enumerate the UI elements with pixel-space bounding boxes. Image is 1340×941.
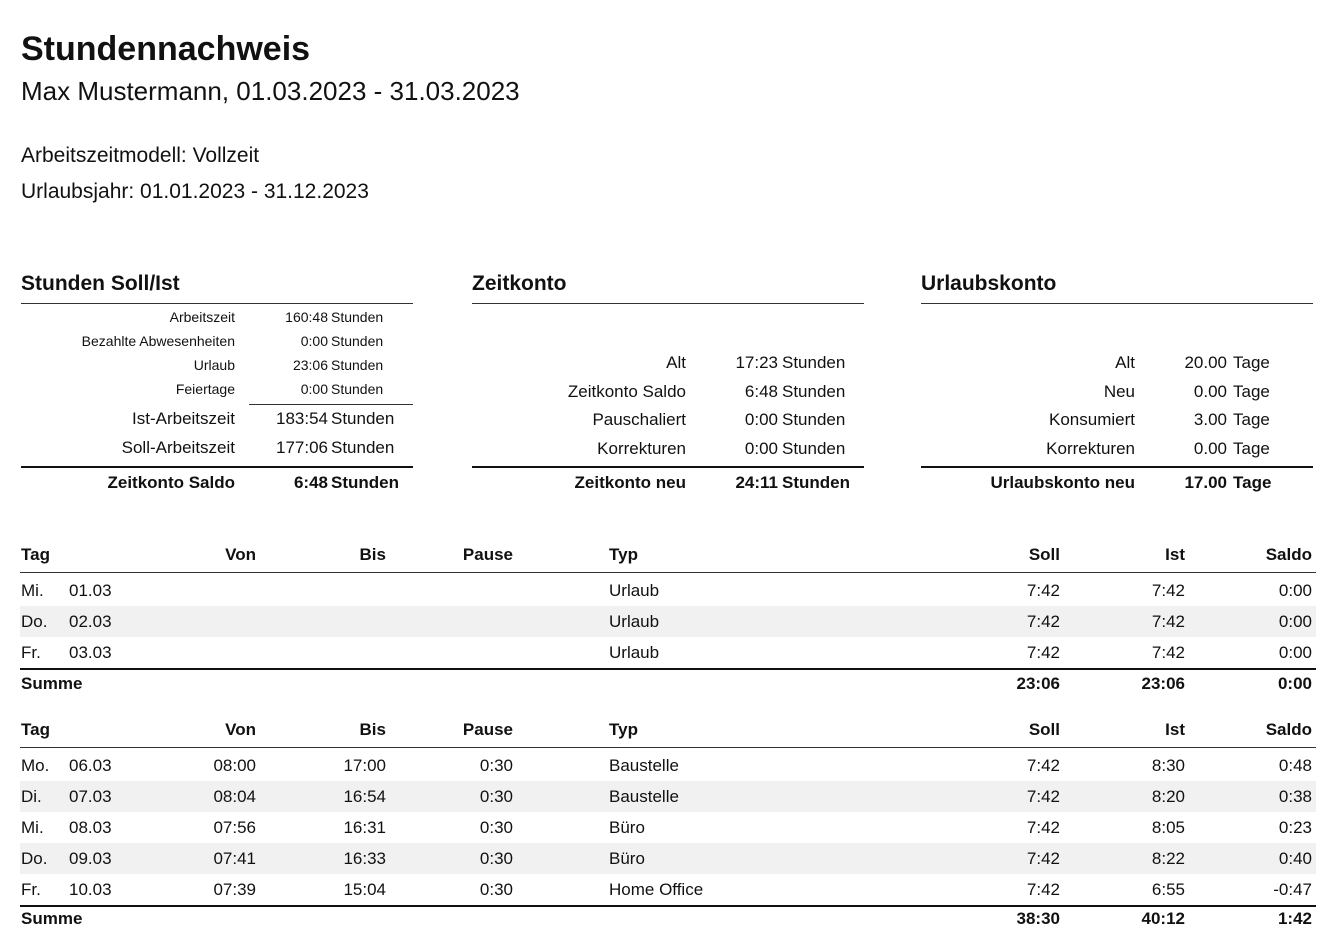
- detail-value: 0:00: [300, 333, 328, 349]
- col-typ: Typ: [609, 545, 638, 564]
- row-day: Fr.: [21, 642, 41, 662]
- urlaubskonto-value: 0.00: [1193, 439, 1227, 458]
- row-bis: 16:31: [343, 817, 386, 837]
- row-saldo: 0:00: [1278, 611, 1312, 631]
- zeitkonto-value: 0:00: [744, 410, 778, 429]
- table-row: [20, 874, 1316, 905]
- row-saldo: 0:40: [1278, 848, 1312, 868]
- row-typ: Büro: [609, 848, 645, 868]
- zeitkonto-label: Alt: [666, 353, 686, 372]
- zeitkonto-unit: Stunden: [782, 382, 846, 401]
- row-day: Do.: [21, 848, 48, 868]
- week-table-1: [20, 538, 1316, 697]
- zeitkonto-neu-label: Zeitkonto neu: [574, 473, 686, 492]
- row-bis: 15:04: [343, 879, 386, 899]
- row-date: 03.03: [69, 642, 112, 662]
- soll-unit: Stunden: [331, 438, 395, 457]
- row-pause: 0:30: [479, 817, 513, 837]
- row-typ: Home Office: [609, 879, 704, 899]
- row-day: Di.: [21, 786, 42, 806]
- week-table-2: [20, 713, 1316, 931]
- sum-saldo: 1:42: [1277, 909, 1312, 928]
- urlaubskonto-value: 20.00: [1184, 353, 1227, 372]
- table-row: [20, 781, 1316, 812]
- sum-row: [20, 670, 1316, 697]
- row-day: Mo.: [21, 755, 50, 775]
- urlaubskonto-unit: Tage: [1233, 439, 1270, 458]
- ist-label: Ist-Arbeitszeit: [132, 409, 235, 428]
- zeitkonto-label: Pauschaliert: [592, 410, 686, 429]
- detail-value: 0:00: [300, 381, 328, 397]
- urlaubskonto-label: Neu: [1103, 382, 1135, 401]
- zeitkonto-unit: Stunden: [782, 353, 846, 372]
- urlaubskonto-title: Urlaubskonto: [921, 272, 1057, 295]
- ist-unit: Stunden: [331, 409, 395, 428]
- row-typ: Urlaub: [609, 580, 660, 600]
- col-von: Von: [225, 545, 256, 564]
- row-saldo: 0:23: [1278, 817, 1312, 837]
- vacation-year: Urlaubsjahr: 01.01.2023 - 31.12.2023: [21, 180, 369, 203]
- row-ist: 6:55: [1151, 879, 1185, 899]
- subtotal-divider: [249, 404, 413, 405]
- table-row: [20, 812, 1316, 843]
- row-pause: 0:30: [479, 786, 513, 806]
- row-pause: 0:30: [479, 755, 513, 775]
- urlaubskonto-unit: Tage: [1233, 410, 1270, 429]
- row-saldo: 0:48: [1278, 755, 1312, 775]
- soll-ist-divider: [21, 303, 413, 304]
- sum-label: Summe: [21, 909, 83, 928]
- zeitkonto-divider: [472, 303, 864, 304]
- soll-ist-title: Stunden Soll/Ist: [21, 272, 180, 295]
- work-time-model: Arbeitszeitmodell: Vollzeit: [21, 144, 260, 167]
- row-von: 07:41: [213, 848, 256, 868]
- row-typ: Urlaub: [609, 611, 660, 631]
- row-saldo: 0:00: [1278, 580, 1312, 600]
- row-typ: Büro: [609, 817, 645, 837]
- zeitkonto-neu-value: 24:11: [735, 473, 778, 492]
- sum-label: Summe: [21, 673, 83, 693]
- row-date: 07.03: [69, 786, 112, 806]
- zeitkonto-value: 6:48: [744, 382, 778, 401]
- row-date: 10.03: [69, 879, 112, 899]
- row-saldo: 0:38: [1278, 786, 1312, 806]
- col-soll: Soll: [1028, 545, 1060, 564]
- detail-label: Feiertage: [175, 381, 235, 397]
- row-ist: 8:20: [1151, 786, 1185, 806]
- urlaubskonto-label: Alt: [1115, 353, 1135, 372]
- urlaubskonto-neu-value: 17.00: [1184, 473, 1227, 492]
- zeitkonto-label: Zeitkonto Saldo: [567, 382, 686, 401]
- zeitkonto-unit: Stunden: [782, 439, 846, 458]
- row-soll: 7:42: [1026, 879, 1060, 899]
- row-soll: 7:42: [1026, 848, 1060, 868]
- col-von: Von: [225, 720, 256, 739]
- table-row: [20, 750, 1316, 781]
- row-von: 07:56: [213, 817, 256, 837]
- col-typ: Typ: [609, 720, 638, 739]
- detail-unit: Stunden: [331, 357, 384, 373]
- row-day: Do.: [21, 611, 48, 631]
- urlaubskonto-label: Korrekturen: [1046, 439, 1135, 458]
- urlaubskonto-label: Konsumiert: [1049, 410, 1135, 429]
- detail-unit: Stunden: [331, 333, 384, 349]
- row-soll: 7:42: [1026, 817, 1060, 837]
- urlaubskonto-divider: [921, 303, 1313, 304]
- employee-period: Max Mustermann, 01.03.2023 - 31.03.2023: [21, 76, 520, 106]
- row-soll: 7:42: [1026, 642, 1060, 662]
- row-day: Fr.: [21, 879, 41, 899]
- detail-value: 160:48: [285, 309, 328, 325]
- row-day: Mi.: [21, 817, 44, 837]
- row-pause: 0:30: [479, 848, 513, 868]
- row-ist: 7:42: [1151, 642, 1185, 662]
- col-soll: Soll: [1028, 720, 1060, 739]
- saldo-value: 6:48: [293, 473, 328, 492]
- table-row: [20, 843, 1316, 874]
- table-row: [20, 637, 1316, 668]
- ist-value: 183:54: [276, 409, 328, 428]
- detail-unit: Stunden: [331, 309, 384, 325]
- row-typ: Baustelle: [609, 786, 679, 806]
- col-ist: Ist: [1165, 720, 1185, 739]
- col-bis: Bis: [359, 720, 386, 739]
- row-soll: 7:42: [1026, 755, 1060, 775]
- zeitkonto-neu-unit: Stunden: [782, 473, 850, 492]
- row-von: 08:00: [213, 755, 256, 775]
- urlaubskonto-total-divider: [921, 466, 1313, 468]
- soll-value: 177:06: [276, 438, 328, 457]
- col-tag: Tag: [21, 545, 50, 564]
- row-bis: 16:33: [343, 848, 386, 868]
- row-ist: 8:30: [1151, 755, 1185, 775]
- zeitkonto-unit: Stunden: [782, 410, 846, 429]
- sum-ist: 40:12: [1141, 909, 1185, 928]
- row-date: 02.03: [69, 611, 112, 631]
- row-date: 06.03: [69, 755, 112, 775]
- zeitkonto-value: 0:00: [744, 439, 778, 458]
- row-saldo: -0:47: [1273, 879, 1312, 899]
- col-bis: Bis: [359, 545, 386, 564]
- table-header: [20, 713, 1316, 747]
- row-von: 08:04: [213, 786, 256, 806]
- saldo-label: Zeitkonto Saldo: [107, 473, 235, 492]
- row-von: 07:39: [213, 879, 256, 899]
- zeitkonto-total-divider: [472, 466, 864, 468]
- saldo-unit: Stunden: [331, 473, 399, 492]
- detail-unit: Stunden: [331, 381, 384, 397]
- zeitkonto-title: Zeitkonto: [472, 272, 567, 295]
- sum-ist: 23:06: [1141, 673, 1185, 693]
- sum-row: [20, 907, 1316, 931]
- table-row: [20, 606, 1316, 637]
- urlaubskonto-value: 0.00: [1193, 382, 1227, 401]
- row-ist: 8:22: [1151, 848, 1185, 868]
- zeitkonto-value: 17:23: [735, 353, 778, 372]
- detail-label: Urlaub: [193, 357, 235, 373]
- row-date: 08.03: [69, 817, 112, 837]
- row-day: Mi.: [21, 580, 44, 600]
- col-ist: Ist: [1165, 545, 1185, 564]
- row-soll: 7:42: [1026, 786, 1060, 806]
- detail-value: 23:06: [292, 357, 328, 373]
- detail-label: Bezahlte Abwesenheiten: [81, 333, 235, 349]
- row-ist: 8:05: [1151, 817, 1185, 837]
- row-soll: 7:42: [1026, 580, 1060, 600]
- table-row: [20, 575, 1316, 606]
- sum-soll: 38:30: [1016, 909, 1060, 928]
- sum-saldo: 0:00: [1277, 673, 1312, 693]
- row-date: 01.03: [69, 580, 112, 600]
- col-tag: Tag: [21, 720, 50, 739]
- col-pause: Pause: [462, 720, 513, 739]
- row-ist: 7:42: [1151, 580, 1185, 600]
- row-typ: Urlaub: [609, 642, 660, 662]
- urlaubskonto-unit: Tage: [1233, 353, 1270, 372]
- row-bis: 16:54: [343, 786, 386, 806]
- col-saldo: Saldo: [1265, 720, 1312, 739]
- detail-label: Arbeitszeit: [169, 309, 235, 325]
- col-pause: Pause: [462, 545, 513, 564]
- row-date: 09.03: [69, 848, 112, 868]
- col-saldo: Saldo: [1265, 545, 1312, 564]
- total-divider: [21, 466, 413, 468]
- row-saldo: 0:00: [1278, 642, 1312, 662]
- urlaubskonto-unit: Tage: [1233, 382, 1270, 401]
- urlaubskonto-value: 3.00: [1193, 410, 1227, 429]
- document-title: Stundennachweis: [21, 30, 311, 68]
- row-bis: 17:00: [343, 755, 386, 775]
- row-pause: 0:30: [479, 879, 513, 899]
- sum-soll: 23:06: [1016, 673, 1060, 693]
- soll-label: Soll-Arbeitszeit: [121, 438, 235, 457]
- row-typ: Baustelle: [609, 755, 679, 775]
- table-header: [20, 538, 1316, 572]
- zeitkonto-label: Korrekturen: [597, 439, 686, 458]
- urlaubskonto-neu-unit: Tage: [1233, 473, 1272, 492]
- row-ist: 7:42: [1151, 611, 1185, 631]
- urlaubskonto-neu-label: Urlaubskonto neu: [990, 473, 1135, 492]
- row-soll: 7:42: [1026, 611, 1060, 631]
